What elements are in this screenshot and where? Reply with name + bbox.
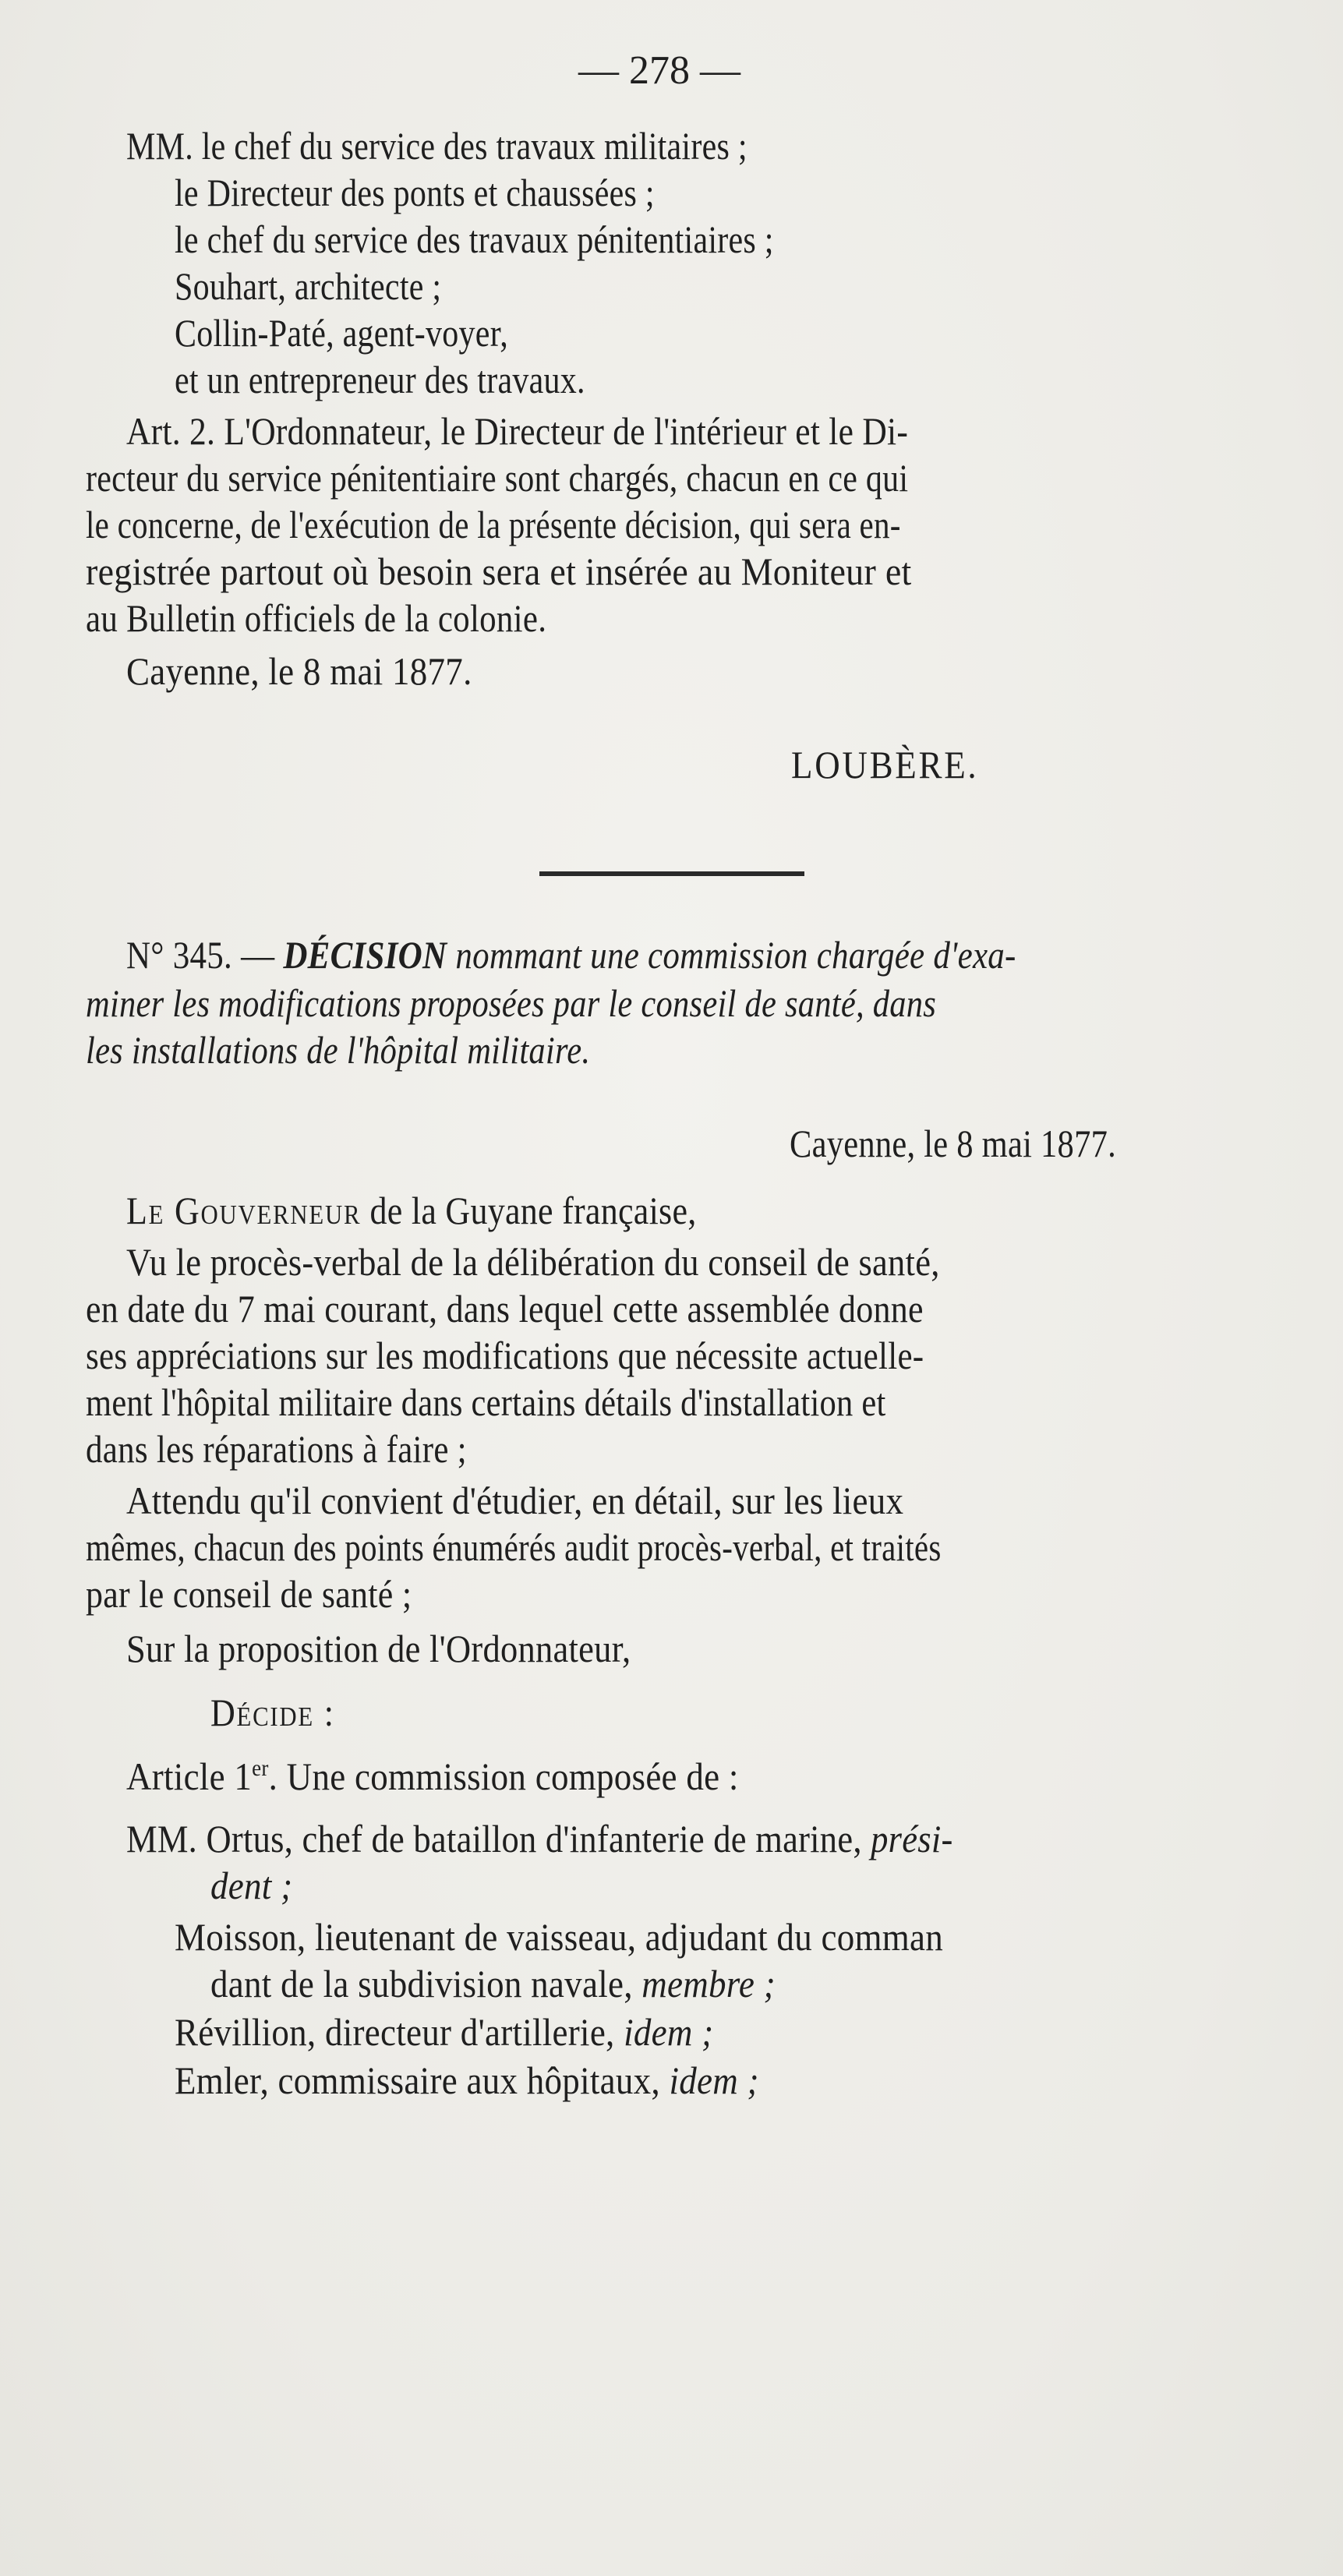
member-text: MM. Ortus, chef de bataillon d'infanterie de marine, xyxy=(126,1817,871,1860)
member-role: idem ; xyxy=(624,2010,714,2054)
decide-label: Décide : xyxy=(210,1691,335,1734)
signature: LOUBÈRE. xyxy=(791,743,979,786)
paragraph-line: mêmes, chacun des points énumérés audit procès-verbal, et traités xyxy=(86,1525,942,1569)
member-line xyxy=(175,2009,713,2055)
paragraph-line: le concerne, de l'exécution de la présente décision, qui sera en- xyxy=(86,503,901,546)
decision-date: Cayenne, le 8 mai 1877. xyxy=(790,1122,1116,1165)
decision-title-line: les installations de l'hôpital militaire. xyxy=(86,1028,591,1072)
member-role: prési- xyxy=(871,1817,953,1860)
list-item: MM. le chef du service des travaux militaires ; xyxy=(126,124,747,168)
paragraph-line: Attendu qu'il convient d'étudier, en détail, sur les lieux xyxy=(126,1479,904,1522)
member-line: Moisson, lieutenant de vaisseau, adjudant du comman xyxy=(175,1915,944,1959)
paragraph-line: ses appréciations sur les modifications que nécessite actuelle- xyxy=(86,1334,924,1377)
article-1-line xyxy=(126,1754,739,1799)
member-line xyxy=(175,2058,759,2103)
decision-heading xyxy=(126,932,1016,977)
member-line xyxy=(210,1961,776,2006)
paragraph-line: recteur du service pénitentiaire sont chargés, chacun en ce qui xyxy=(86,456,909,500)
page-number: — 278 — xyxy=(578,48,740,93)
paragraph-line: en date du 7 mai courant, dans lequel cette assemblée donne xyxy=(86,1287,924,1330)
governor-line xyxy=(126,1188,697,1233)
member-role: idem ; xyxy=(669,2058,759,2102)
decision-title: nommant une commission chargée d'exa- xyxy=(447,933,1016,977)
paragraph-line: Sur la proposition de l'Ordonnateur, xyxy=(126,1627,631,1670)
paragraph-line: par le conseil de santé ; xyxy=(86,1572,412,1616)
member-text: Révillion, directeur d'artillerie, xyxy=(175,2010,624,2054)
list-item: Collin-Paté, agent-voyer, xyxy=(175,311,509,355)
paragraph-line: Art. 2. L'Ordonnateur, le Directeur de l'intérieur et le Di- xyxy=(126,409,909,453)
paragraph-line: dans les réparations à faire ; xyxy=(86,1427,467,1471)
list-item: le Directeur des ponts et chaussées ; xyxy=(175,171,655,214)
member-line xyxy=(126,1816,953,1861)
member-role: membre ; xyxy=(641,1962,776,2005)
governor-rest: de la Guyane française, xyxy=(361,1189,697,1232)
paragraph-line: Vu le procès-verbal de la délibération du conseil de santé, xyxy=(126,1240,940,1284)
paragraph-line: ment l'hôpital militaire dans certains détails d'installation et xyxy=(86,1380,886,1424)
decision-word: DÉCISION xyxy=(283,933,447,977)
article-1-text: . Une commission composée de : xyxy=(268,1754,739,1798)
list-item: le chef du service des travaux pénitentiaires ; xyxy=(175,217,774,261)
decision-number: N° 345. — xyxy=(126,933,284,977)
paragraph-line: au Bulletin officiels de la colonie. xyxy=(86,596,547,640)
paragraph-line: registrée partout où besoin sera et insérée au Moniteur et xyxy=(86,549,912,593)
member-text: Emler, commissaire aux hôpitaux, xyxy=(175,2058,670,2102)
member-role: dent ; xyxy=(210,1864,293,1907)
member-text: dant de la subdivision navale, xyxy=(210,1962,642,2005)
article-1-superscript: er xyxy=(252,1755,269,1781)
article-1-label: Article 1 xyxy=(126,1754,253,1798)
decision-title-line: miner les modifications proposées par le conseil de santé, dans xyxy=(86,981,937,1025)
list-item: et un entrepreneur des travaux. xyxy=(175,358,585,401)
date-line: Cayenne, le 8 mai 1877. xyxy=(126,649,472,693)
list-item: Souhart, architecte ; xyxy=(175,264,442,308)
separator-rule xyxy=(539,871,804,876)
governor-label: Le Gouverneur xyxy=(126,1189,362,1232)
